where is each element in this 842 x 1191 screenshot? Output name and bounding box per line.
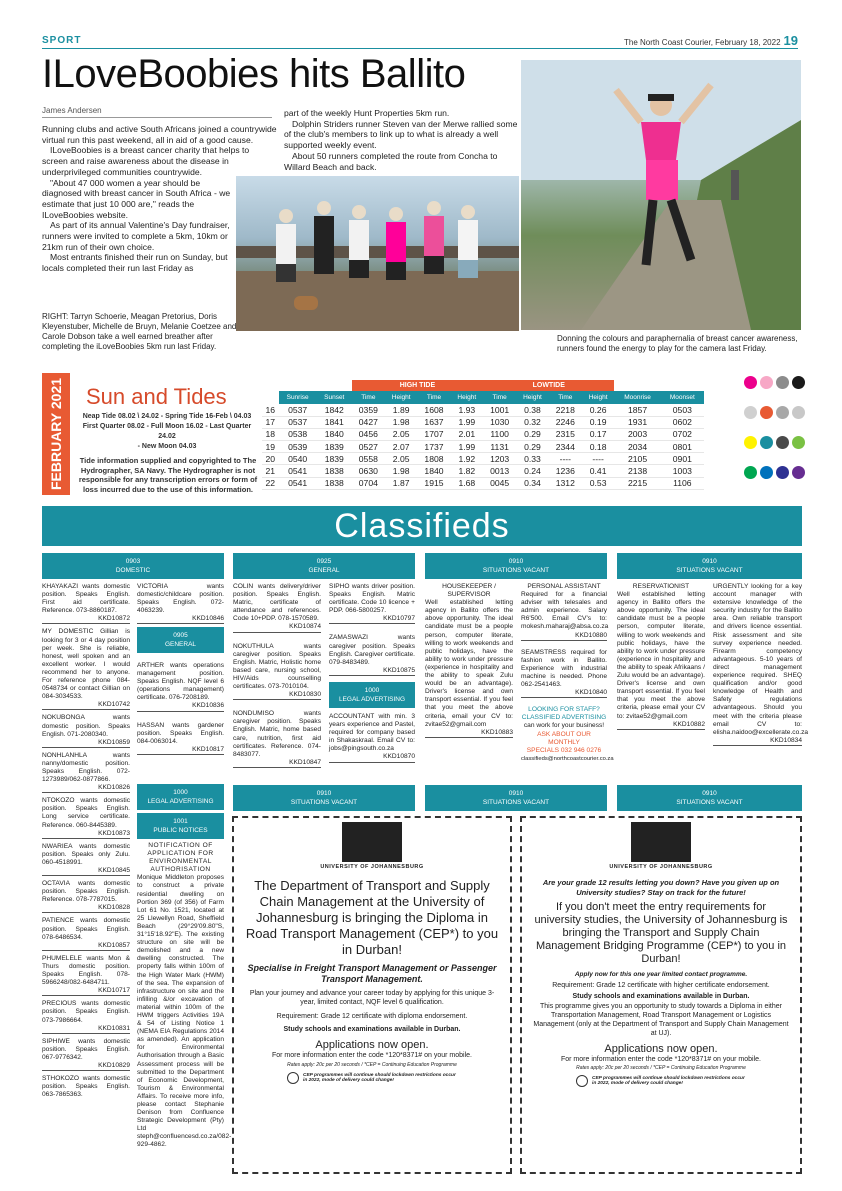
tide-cell: 0.17 — [582, 428, 615, 440]
ad-text: NWARIEA wants domestic position. Speaks only Zulu. 060-4518991. — [42, 842, 130, 866]
tide-cell: 1838 — [317, 477, 352, 489]
classified-ad — [42, 797, 130, 838]
byline: James Andersen — [42, 106, 102, 115]
classified-ad — [42, 917, 130, 950]
ad-reference: KKD10742 — [42, 701, 130, 710]
uj-university-name: UNIVERSITY OF JOHANNESBURG — [609, 864, 713, 870]
tide-cell: 1608 — [417, 404, 450, 416]
ad-reference: KKD10830 — [233, 691, 321, 700]
uj-diploma-advert: UNIVERSITY OF JOHANNESBURG The Department of Transport and Supply Chain Management at the University of Johannesburg is bringing the Diploma in Road Transport Management (CEP*) to you in Durban! Specialise in Freight Transport Management or Passenger Transport Management. Plan your journey and advance your career today by applying for this unique 3-year, limited contact, NQF level 6 qualification. Requirement: Grade 12 certificate with diploma endorsement. Study schools and examinations available in Durban. Applications now open. For more information enter the code *120*8371# on your mobile. Rates apply: 20c per 20 seconds / *CEP = Continuing Education Programme CEP programmes will continue should lockdown restrictions occur in 2022, mode of delivery could change! — [232, 816, 512, 1174]
ad-text: NONDUMISO wants caregiver position. Speaks English. Matric, home based care, nutrition, first aid certificates. Reference. 074-8483077. — [233, 710, 321, 758]
tide-cell: 1.98 — [385, 465, 418, 477]
tide-cell: 1.87 — [385, 477, 418, 489]
colour-swatch — [776, 376, 789, 389]
ad-reference: KKD10880 — [521, 632, 607, 641]
month-banner — [42, 373, 70, 495]
tide-column-label: Height — [385, 391, 418, 404]
article-paragraph: Running clubs and active South Africans joined a countrywide virtual run this past weekend, all in aid of a good cause. — [42, 124, 277, 145]
ad-text: OCTAVIA wants domestic position. Speaks English. Reference. 078-7787015. — [42, 880, 130, 904]
classified-ad — [137, 662, 224, 712]
ad-reference: KKD10717 — [42, 987, 130, 996]
tide-column-label: Time — [549, 391, 582, 404]
runner-illustration — [521, 60, 801, 330]
tide-cell: 0901 — [661, 453, 704, 465]
classified-ad — [233, 643, 321, 701]
section-header-legal: 1000 LEGAL ADVERTISING — [329, 682, 415, 708]
ad-text: NOKUTHULA wants caregiver position. Speaks English. Matric, Holistic home based care, nursing school, HIV/Aids counselling certificates. 073-7010104. — [233, 642, 321, 691]
tide-cell: 0427 — [352, 416, 385, 428]
tide-cell: 1915 — [417, 477, 450, 489]
ad-text: STHOKOZO wants domestic position. Speaks English. 063-7865363. — [42, 1075, 130, 1099]
uj-footer: CEP programmes will continue should lockdown restrictions occur in 2022, mode of delivery could change! — [576, 1075, 746, 1087]
uj-headline: The Department of Transport and Supply Chain Management at the University of Johannesburg is bringing the Diploma in Road Transport Management (CEP*) to you in Durban! — [245, 878, 499, 957]
tide-cell: 2315 — [549, 428, 582, 440]
tide-cell: 1637 — [417, 416, 450, 428]
ad-reference: KKD10826 — [42, 784, 130, 793]
classified-ad — [42, 955, 130, 996]
tide-cell: 0527 — [352, 441, 385, 453]
section-header-situations-vacant: 0910 SITUATIONS VACANT — [425, 785, 607, 811]
job-title: RESERVATIONIST — [632, 583, 690, 590]
uj-subheading: Specialise in Freight Transport Management or Passenger Transport Management. — [247, 963, 497, 984]
section-header-general: 0925 GENERAL — [233, 553, 415, 579]
section-header-general: 0905 GENERAL — [137, 627, 224, 653]
article-paragraph: As part of its annual Valentine's Day fundraiser, runners were invited to complete a 5km, 10km or 21km run of their own choice. — [42, 220, 230, 252]
tide-cell: 0.41 — [582, 465, 615, 477]
colour-swatch — [776, 436, 789, 449]
tide-cell: 2.07 — [385, 441, 418, 453]
classified-ad — [42, 1000, 130, 1033]
tide-cell: 2003 — [614, 428, 660, 440]
tide-cell: 1840 — [317, 428, 352, 440]
tide-column-label: Sunset — [317, 391, 352, 404]
ad-text: HASSAN wants gardener position. Speaks English. 084-0063014. — [137, 721, 224, 745]
tide-cell: 1.99 — [451, 441, 484, 453]
tide-cell: 0.24 — [516, 465, 549, 477]
article-paragraph: "About 47 000 women a year should be diagnosed with breast cancer in South Africa - we estimate that just 10 000 are," reads the ILoveBoobies website. — [42, 177, 231, 220]
ad-text: COLIN wants delivery/driver position. Speaks English. Matric, certificate of attendance and references. Code 10+PDP. 078-1570589. — [233, 583, 321, 623]
tide-cell: 0602 — [661, 416, 704, 428]
classified-ad — [42, 880, 130, 913]
tide-cell: 0630 — [352, 465, 385, 477]
section-header-public-notices: 1001 PUBLIC NOTICES — [137, 813, 224, 839]
colour-swatch — [792, 406, 805, 419]
ad-reference: KKD10817 — [137, 746, 224, 755]
tide-cell: 0.29 — [516, 428, 549, 440]
tides-moon-line: - New Moon 04.03 — [137, 443, 197, 450]
tide-row — [262, 477, 704, 489]
tide-cell: 2034 — [614, 441, 660, 453]
tide-cell: 2138 — [614, 465, 660, 477]
ad-reference: KKD10857 — [42, 942, 130, 951]
tide-cell: 1808 — [417, 453, 450, 465]
tide-cell: 0537 — [279, 404, 317, 416]
tide-cell: 1.98 — [385, 416, 418, 428]
ad-text: PRECIOUS wants domestic position. Speaks English. 073-7986664. — [42, 1000, 130, 1024]
tide-column-header — [262, 391, 704, 404]
classified-ad — [42, 752, 130, 793]
tide-cell: 1030 — [483, 416, 516, 428]
colour-registration-swatches — [744, 376, 806, 494]
classifieds-title: Classifieds — [334, 507, 510, 545]
uj-question: Are your grade 12 results letting you down? Have you given up on University studies? Stay on track for the future! — [542, 878, 780, 897]
tide-cell: 1737 — [417, 441, 450, 453]
tide-cell: 1001 — [483, 404, 516, 416]
tide-cell: 0541 — [279, 465, 317, 477]
notice-text: Monique Middleton proposes to construct a private residential dwelling on Portion 369 (of 356) of Farm Lot 61 No. 1521, located at 25 Llewellyn Road, Sheffield Beach (29°29'09.80"S, 31°15'18.92"E). The existing structure on site will be demolished and a new dwelling constructed. The property falls within 100m of the High Water Mark (HWM) of the sea. The expansion of infrastructure on site and the infilling &/or excavation of material within 100m of the HWM triggers Activities 19A & 54 of Listing Notice 1 (NEMA EIA Regulations 2014 as amended). An application for Environmental Authorisation through a Basic Assessment process will be submitted to the Department of Economic Development, Tourism & Environmental Affairs. To receive more info, please contact Stephanie Denison from Confluence Strategic Development (Pty) Ltd steph@confluencesd.co.za/082-929-4862. — [137, 874, 232, 1149]
tide-cell: 2246 — [549, 416, 582, 428]
section-header-situations-vacant: 0910 SITUATIONS VACANT — [425, 553, 607, 579]
classified-ad — [329, 634, 415, 675]
tide-cell: 1931 — [614, 416, 660, 428]
byline-rule — [42, 117, 272, 118]
cep-seal-icon — [287, 1072, 299, 1084]
runners-group-photo — [236, 176, 519, 331]
tide-cell: 2218 — [549, 404, 582, 416]
article-paragraph: ILoveBoobies is a breast cancer charity that helps to screen and raise awareness about the disease in underprivileged communities countrywide. — [42, 145, 250, 177]
tide-column-label — [262, 391, 279, 404]
classified-ad — [329, 583, 415, 624]
tide-cell: 0.26 — [582, 404, 615, 416]
tide-row — [262, 465, 704, 477]
tide-cell: 0704 — [352, 477, 385, 489]
tide-cell: ---- — [582, 453, 615, 465]
tides-title: Sun and Tides — [86, 384, 227, 409]
classified-ad — [42, 628, 130, 710]
classified-ad — [42, 1038, 130, 1071]
tide-table-body — [262, 404, 704, 489]
uj-logo-icon — [631, 822, 691, 862]
tide-column-label: Time — [483, 391, 516, 404]
tide-cell: 22 — [262, 477, 279, 489]
cep-seal-icon — [576, 1075, 588, 1087]
publication-name: The North Coast Courier, February 18, 2022 — [624, 38, 781, 47]
tide-column-label: Moonset — [661, 391, 704, 404]
tide-cell: 0541 — [279, 477, 317, 489]
tides-copyright-note: Tide information supplied and copyrighted to The Hydrographer, SA Navy. The Hydrographer is not responsible for any transcription errors or form of loss incurred due to the use of this information. — [78, 456, 258, 494]
tide-row — [262, 453, 704, 465]
tide-column-label: Time — [417, 391, 450, 404]
tide-cell: 0.34 — [516, 477, 549, 489]
tide-cell: 0558 — [352, 453, 385, 465]
ad-text: SIPHO wants driver position. Speaks English. Matric certificate. Code 10 licence + PDP. 066-5800257. — [329, 583, 415, 615]
tide-cell: 0.29 — [516, 441, 549, 453]
tide-cell: 1.68 — [451, 477, 484, 489]
tide-cell: 0.19 — [582, 416, 615, 428]
tide-cell: 1841 — [317, 416, 352, 428]
tide-cell: 19 — [262, 441, 279, 453]
tide-cell: 0503 — [661, 404, 704, 416]
tide-cell: 1842 — [317, 404, 352, 416]
article-paragraph: Dolphin Striders runner Steven van der Merwe rallied some of the club's members to link up to what is already a well supported weekly event. — [284, 118, 518, 151]
ad-reference: KKD10797 — [329, 615, 415, 624]
section-header-legal: 1000 LEGAL ADVERTISING — [137, 784, 224, 810]
colour-swatch — [744, 436, 757, 449]
ad-text: NONHLANHLA wants nanny/domestic position. Speaks English. 072-1273989/062-0877866. — [42, 751, 130, 784]
classifieds-banner — [42, 506, 802, 546]
tide-cell: 2344 — [549, 441, 582, 453]
tide-column-label: Sunrise — [279, 391, 317, 404]
ad-reference: KKD10847 — [233, 759, 321, 768]
header-rule — [42, 48, 798, 49]
tide-group-header — [262, 380, 704, 391]
ad-reference: KKD10828 — [42, 904, 130, 913]
job-ad-personal-assistant: PERSONAL ASSISTANT Required for a financial adviser with telesales and admin experience. Salary R6'500. Email CV's to: mokesh.maharaj@absa.co.za KKD10880 SEAMSTRESS required for fashion work in Ballito. Experience with industrial machine is needed. Phone 062-2541463. KKD10840 LOOKING FOR STAFF? CLASSIFIED ADVERTISING can work for your business! ASK ABOUT OUR MONTHLY SPECIALS 032 946 0276 classifieds@northcoastcourier.co.za — [521, 583, 614, 762]
tide-cell: ---- — [549, 453, 582, 465]
job-ad-reservationist: RESERVATIONIST Well established letting agency in Ballito offers the above opportunity. The ideal candidate must be a people person, computer literate, willing to work weekends and public holidays, have the ability to work under pressure (experience in hospitality and the ability to speak Afrikaans / Zulu would be an advantage). Driver's license and own transport essential. If you feel that you meet the above criteria, please email your CV to: zvitae52@gmail.com KKD10882 — [617, 583, 705, 733]
ad-text: MY DOMESTIC Gillian is looking for 3 or 4 day position per week. She is reliable, honest, well spoken and an excellent worker. I would recommend her to anyone. For reference phone 084-0548734 or contact Gillian on 084-3034533. — [42, 628, 130, 701]
job-ad-account-manager: URGENTLY looking for a key account manager with extensive knowledge of the security industry for the Ballito area. Own reliable transport and drivers licence essential. Risk assessment and site survey experience needed. Firearm competency advantageous. 5-10 years of direct management experience required. SHEQ qualification and/or good knowledge of Health and Safety regulations advantageous. Should you meet with the criteria please email CV to: elisha.naidoo@excellerate.co.za KKD10834 — [713, 583, 802, 749]
tide-cell: 0013 — [483, 465, 516, 477]
general-ads-column — [137, 662, 224, 765]
runners-group-illustration — [236, 176, 519, 331]
tide-cell: 16 — [262, 404, 279, 416]
tides-moon-line: Neap Tide 08.02 \ 24.02 - Spring Tide 16-Feb \ 04.03 — [82, 413, 252, 420]
tide-cell: 18 — [262, 428, 279, 440]
uj-footer: CEP programmes will continue should lockdown restrictions occur in 2022, mode of delivery could change! — [287, 1072, 457, 1084]
ad-text: KHAYAKAZI wants domestic position. Speaks English. First aid certificate. Reference. 073-8860187. — [42, 583, 130, 615]
tide-cell: 1839 — [317, 453, 352, 465]
tide-cell: 1.99 — [451, 416, 484, 428]
tide-cell: 0.53 — [582, 477, 615, 489]
tide-cell: 0538 — [279, 428, 317, 440]
photo-caption-1: RIGHT: Tarryn Schoerie, Meagan Pretorius, Doris Kleyenstuber, Michelle de Bruyn, Melanie Coetzee and Carole Dobson take a well earned breather after completing the iLoveBoobies 5km run last Friday. — [42, 312, 237, 351]
tide-cell: 2105 — [614, 453, 660, 465]
ad-text: SIPHIWE wants domestic position. Speaks English. 067-9776342. — [42, 1037, 130, 1061]
tide-cell: 0.33 — [516, 453, 549, 465]
uj-logo-icon — [342, 822, 402, 862]
photo-caption-2: Donning the colours and paraphernalia of breast cancer awareness, runners found the energy to play for the camera last Friday. — [557, 334, 798, 353]
article-headline: ILoveBoobies hits Ballito — [42, 52, 466, 96]
classified-ad — [233, 710, 321, 768]
runner-celebrating-photo — [521, 60, 801, 330]
ad-text: PATIENCE wants domestic position. Speaks English. 078-6486534. — [42, 917, 130, 941]
tide-column-label: Height — [582, 391, 615, 404]
section-header-domestic: 0903 DOMESTIC — [42, 553, 224, 579]
ad-reference: KKD10872 — [42, 615, 130, 624]
tide-cell: 1.93 — [451, 404, 484, 416]
tides-moon-info — [78, 412, 256, 452]
classified-ad — [42, 843, 130, 876]
colour-swatch — [760, 436, 773, 449]
ad-reference: KKD10829 — [42, 1062, 130, 1071]
classified-ad — [42, 714, 130, 747]
tide-cell: 20 — [262, 453, 279, 465]
colour-swatch — [776, 466, 789, 479]
tide-cell: 2.01 — [451, 428, 484, 440]
tide-column-label: Height — [516, 391, 549, 404]
job-title: PERSONAL ASSISTANT — [527, 583, 601, 590]
colour-swatch — [792, 436, 805, 449]
domestic-ads-column — [42, 583, 130, 1103]
tide-cell: 17 — [262, 416, 279, 428]
tide-cell: 0539 — [279, 441, 317, 453]
tide-cell: 0540 — [279, 453, 317, 465]
tide-column-label: Moonrise — [614, 391, 660, 404]
month-banner-text: FEBRUARY 2021 — [48, 377, 64, 491]
tide-column-label: Height — [451, 391, 484, 404]
ad-reference: KKD10834 — [713, 737, 802, 746]
ad-reference: KKD10882 — [617, 721, 705, 730]
tide-row — [262, 416, 704, 428]
staff-promo: LOOKING FOR STAFF? CLASSIFIED ADVERTISING can work for your business! ASK ABOUT OUR MONTHLY SPECIALS 032 946 0276 classifieds@northcoastcourier.co.za — [521, 706, 614, 762]
classified-ad — [233, 583, 321, 633]
classified-ad — [42, 583, 130, 624]
colour-swatch — [760, 376, 773, 389]
tide-cell: 2215 — [614, 477, 660, 489]
publication-line — [624, 33, 798, 48]
tide-cell: 1106 — [661, 477, 704, 489]
ad-reference: KKD10846 — [137, 615, 224, 624]
tide-cell: 21 — [262, 465, 279, 477]
ad-text: ARTHER wants operations management position. Speaks English. NQF level 6 (operations management) certificate. 076-7208189. — [137, 662, 224, 702]
tide-cell: 1.89 — [385, 404, 418, 416]
colour-swatch — [744, 406, 757, 419]
article-paragraph: About 50 runners completed the route from Concha to Willard Beach and back. — [284, 150, 498, 172]
uj-headline: If you don't meet the entry requirements for university studies, the University of Johannesburg is bringing the Transport and Supply Chain Management Bridging Programme (CEP*) to you in Durban! — [534, 901, 788, 965]
section-label: SPORT — [42, 35, 82, 46]
ad-reference: KKD10874 — [233, 623, 321, 632]
tide-cell: 0801 — [661, 441, 704, 453]
tide-cell: 0456 — [352, 428, 385, 440]
ad-text: NTOKOZO wants domestic position. Speaks English. Long service certificate. Reference. 060-8445389. — [42, 797, 130, 829]
tide-cell: 1131 — [483, 441, 516, 453]
tide-cell: 0.38 — [516, 404, 549, 416]
classified-ad — [42, 1075, 130, 1099]
uj-bridging-advert: UNIVERSITY OF JOHANNESBURG Are your grade 12 results letting you down? Have you given up on University studies? Stay on track for the future! If you don't meet the entry requirements for university studies, the University of Johannesburg is bringing the Transport and Supply Chain Management Bridging Programme (CEP*) to you in Durban! Apply now for this one year limited contact programme. Requirement: Grade 12 certificate with higher certificate endorsement. Study schools and examinations available in Durban. This programme gives you an opportunity to study towards a Diploma in either Transportation Management, Road Transport Management or Logistics Management (only at the Department of Transport and Supply Chain Management at UJ). Applications now open. For more information enter the code *120*8371# on your mobile. Rates apply: 20c per 20 seconds / *CEP = Continuing Education Programme CEP programmes will continue should lockdown restrictions occur in 2022, mode of delivery could change! — [520, 816, 802, 1174]
article-paragraph: part of the weekly Hunt Properties 5km run. — [284, 108, 450, 118]
classified-ad — [137, 722, 224, 755]
tide-cell: 0537 — [279, 416, 317, 428]
ad-reference: KKD10840 — [521, 689, 607, 698]
colour-swatch — [760, 466, 773, 479]
colour-swatch — [744, 466, 757, 479]
ad-text: ZAMASWAZI wants caregiver position. Speaks English. Caregiver certificate. 079-8483489. — [329, 634, 415, 666]
colour-swatch — [792, 466, 805, 479]
tide-row — [262, 404, 704, 416]
tide-cell: 1003 — [661, 465, 704, 477]
uj-university-name: UNIVERSITY OF JOHANNESBURG — [320, 864, 424, 870]
ad-reference: KKD10873 — [42, 830, 130, 839]
colour-swatch — [760, 406, 773, 419]
ad-text: PHUMELELE wants Mon & Thurs domestic position. Speaks English. 078-5966248/082-6484711. — [42, 954, 130, 987]
low-tide-header: LOWTIDE — [483, 380, 614, 391]
job-ad-housekeeper: HOUSEKEEPER / SUPERVISOR Well established letting agency in Ballito offers the above opportunity. The ideal candidate must be a people person, computer literate, willing to work weekends and public holidays, have the ability to work under pressure (experience in hospitality and the ability to speak Zulu would be an advantage). Driver's license and own transport essential. If you feel that you meet the above criteria, email your CV to: zvitae52@gmail.com KKD10883 — [425, 583, 513, 741]
section-header-situations-vacant: 0910 SITUATIONS VACANT — [233, 785, 415, 811]
ad-text: NOKUBONGA wants domestic position. Speaks English. 071-2080340. — [42, 714, 130, 738]
classified-ad-accountant: ACCOUNTANT with min. 3 years experience and Pastel, required for company based in Shakaskraal. Email CV to: jobs@pingsouth.co.za KKD10870 — [329, 713, 415, 766]
tide-table — [262, 380, 704, 490]
ad-reference: KKD10836 — [137, 702, 224, 711]
tide-cell: 1707 — [417, 428, 450, 440]
classified-ad: VICTORIA wants domestic/childcare position. Speaks English. 072-4063239. KKD10846 — [137, 583, 224, 627]
section-header-situations-vacant: 0910 SITUATIONS VACANT — [617, 553, 802, 579]
tide-cell: 1839 — [317, 441, 352, 453]
general-ads-column — [329, 583, 415, 686]
tides-moon-line: First Quarter 08.02 - Full Moon 16.02 - Last Quarter 24.02 — [82, 423, 252, 440]
tide-cell: 0.32 — [516, 416, 549, 428]
public-notice — [137, 842, 232, 1150]
tide-cell: 1203 — [483, 453, 516, 465]
job-title: HOUSEKEEPER / SUPERVISOR — [442, 583, 496, 599]
ad-reference: KKD10831 — [42, 1025, 130, 1034]
tide-cell: 2.05 — [385, 428, 418, 440]
uj-applications-open: Applications now open. — [604, 1042, 718, 1055]
tide-cell: 1100 — [483, 428, 516, 440]
tide-cell: 1312 — [549, 477, 582, 489]
ad-reference: KKD10875 — [329, 667, 415, 676]
tide-cell: 1840 — [417, 465, 450, 477]
tide-row — [262, 428, 704, 440]
tide-cell: 2.05 — [385, 453, 418, 465]
tide-column-label: Time — [352, 391, 385, 404]
page-number: 19 — [783, 33, 798, 48]
colour-swatch — [792, 376, 805, 389]
tide-cell: 1.82 — [451, 465, 484, 477]
section-header-situations-vacant: 0910 SITUATIONS VACANT — [617, 785, 802, 811]
general-ads-column — [233, 583, 321, 778]
ad-reference: KKD10845 — [42, 867, 130, 876]
tide-cell: 0359 — [352, 404, 385, 416]
tide-cell: 1236 — [549, 465, 582, 477]
tide-cell: 1857 — [614, 404, 660, 416]
tide-cell: 0702 — [661, 428, 704, 440]
ad-reference: KKD10870 — [329, 753, 415, 762]
ad-reference: KKD10859 — [42, 739, 130, 748]
tide-cell: 1.92 — [451, 453, 484, 465]
colour-swatch — [776, 406, 789, 419]
tide-row — [262, 441, 704, 453]
ad-reference: KKD10883 — [425, 729, 513, 738]
colour-swatch — [744, 376, 757, 389]
notice-title: NOTIFICATION OF APPLICATION FOR ENVIRONMENTAL AUTHORISATION — [147, 842, 214, 874]
high-tide-header: HIGH TIDE — [352, 380, 483, 391]
article-paragraph: Most entrants finished their run on Sunday, but locals completed their run last Friday as — [42, 252, 228, 274]
tide-cell: 0.18 — [582, 441, 615, 453]
article-column-2 — [284, 108, 520, 172]
tide-cell: 0045 — [483, 477, 516, 489]
uj-applications-open: Applications now open. — [315, 1039, 429, 1052]
tide-cell: 1838 — [317, 465, 352, 477]
